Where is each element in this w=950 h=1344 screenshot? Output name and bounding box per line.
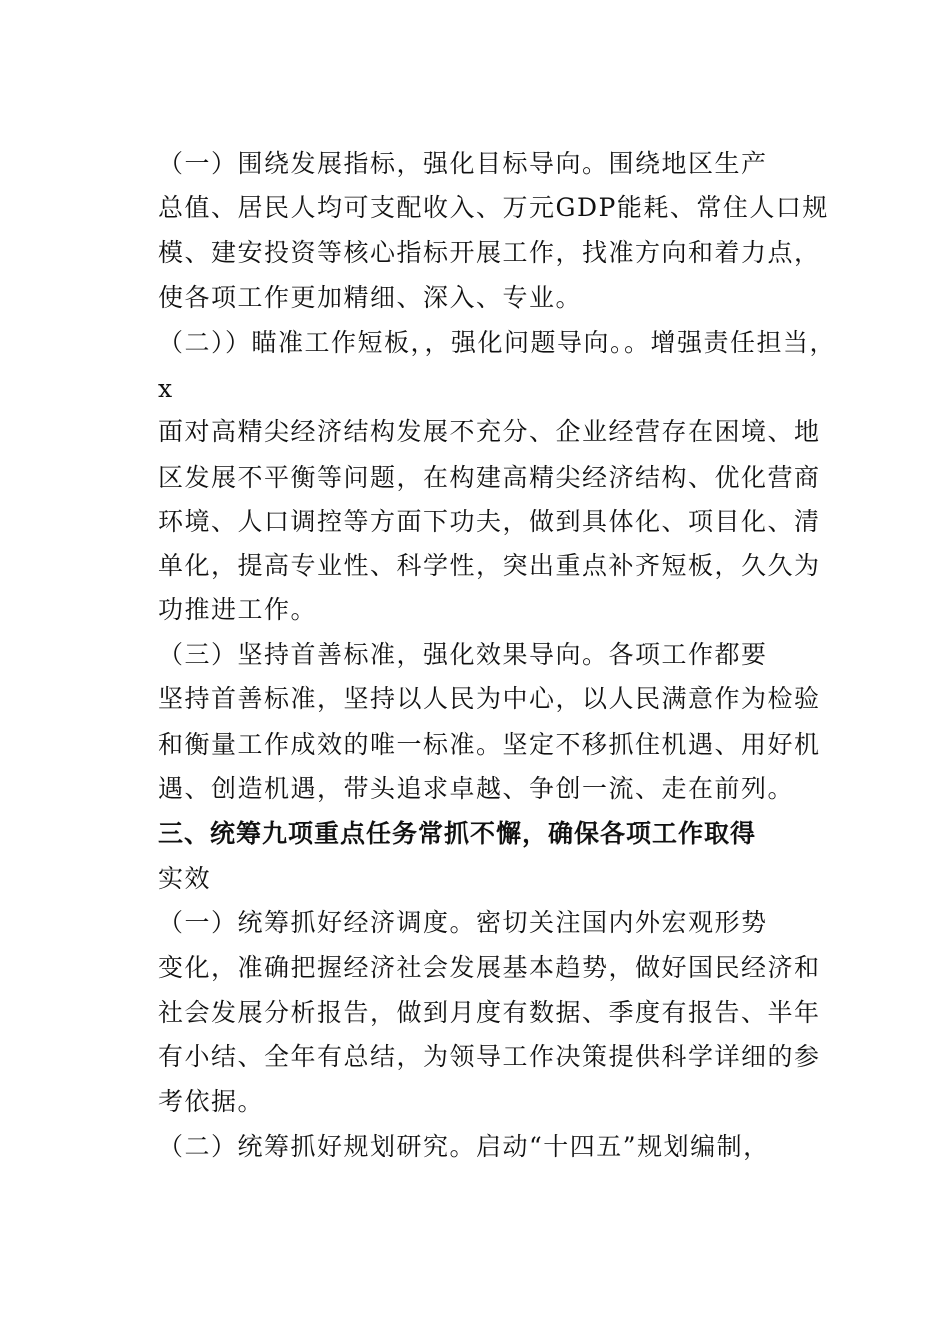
paragraph-line: 功推进工作。 [158,595,318,624]
paragraph-line: 坚持首善标准，坚持以人民为中心，以人民满意作为检验 [158,684,821,713]
paragraph-line: x [158,374,174,403]
paragraph-line: 社会发展分析报告，做到月度有数据、季度有报告、半年 [158,998,821,1027]
paragraph-line: 模、建安投资等核心指标开展工作，找准方向和着力点， [158,238,821,267]
subsection-heading-line: （一）统筹抓好经济调度。密切关注国内外宏观形势 [158,908,768,937]
paragraph-line: 环境、人口调控等方面下功夫，做到具体化、项目化、清 [158,507,821,536]
subsection-2-heading-line: （二））瞄准工作短板，，强化问题导向。。增强责任担当， [158,328,837,357]
paragraph-line: 区发展不平衡等问题，在构建高精尖经济结构、优化营商 [158,463,821,492]
paragraph-line: 使各项工作更加精细、深入、专业。 [158,283,583,312]
section-3-heading-continuation: 实效 [158,864,212,893]
paragraph-line: 单化，提高专业性、科学性，突出重点补齐短板，久久为 [158,551,821,580]
paragraph-line: 考依据。 [158,1087,265,1116]
section-3-heading-line: 三、统筹九项重点任务常抓不懈，确保各项工作取得 [158,819,757,848]
paragraph-line: 变化，准确把握经济社会发展基本趋势，做好国民经济和 [158,953,821,982]
paragraph-line: 有小结、全年有总结，为领导工作决策提供科学详细的参 [158,1042,821,1071]
subsection-heading-line: （二）统筹抓好规划研究。启动“十四五”规划编制， [158,1132,770,1161]
paragraph-line: 和衡量工作成效的唯一标准。坚定不移抓住机遇、用好机 [158,730,821,759]
paragraph-line: 面对高精尖经济结构发展不充分、企业经营存在困境、地 [158,417,821,446]
paragraph-line: 遇、创造机遇，带头追求卓越、争创一流、走在前列。 [158,774,795,803]
subsection-1-heading-line: （一）围绕发展指标，强化目标导向。围绕地区生产 [158,149,768,178]
paragraph-line: 总值、居民人均可支配收入、万元GDP能耗、常住人口规 [158,193,829,222]
subsection-3-heading-line: （三）坚持首善标准，强化效果导向。各项工作都要 [158,640,768,669]
